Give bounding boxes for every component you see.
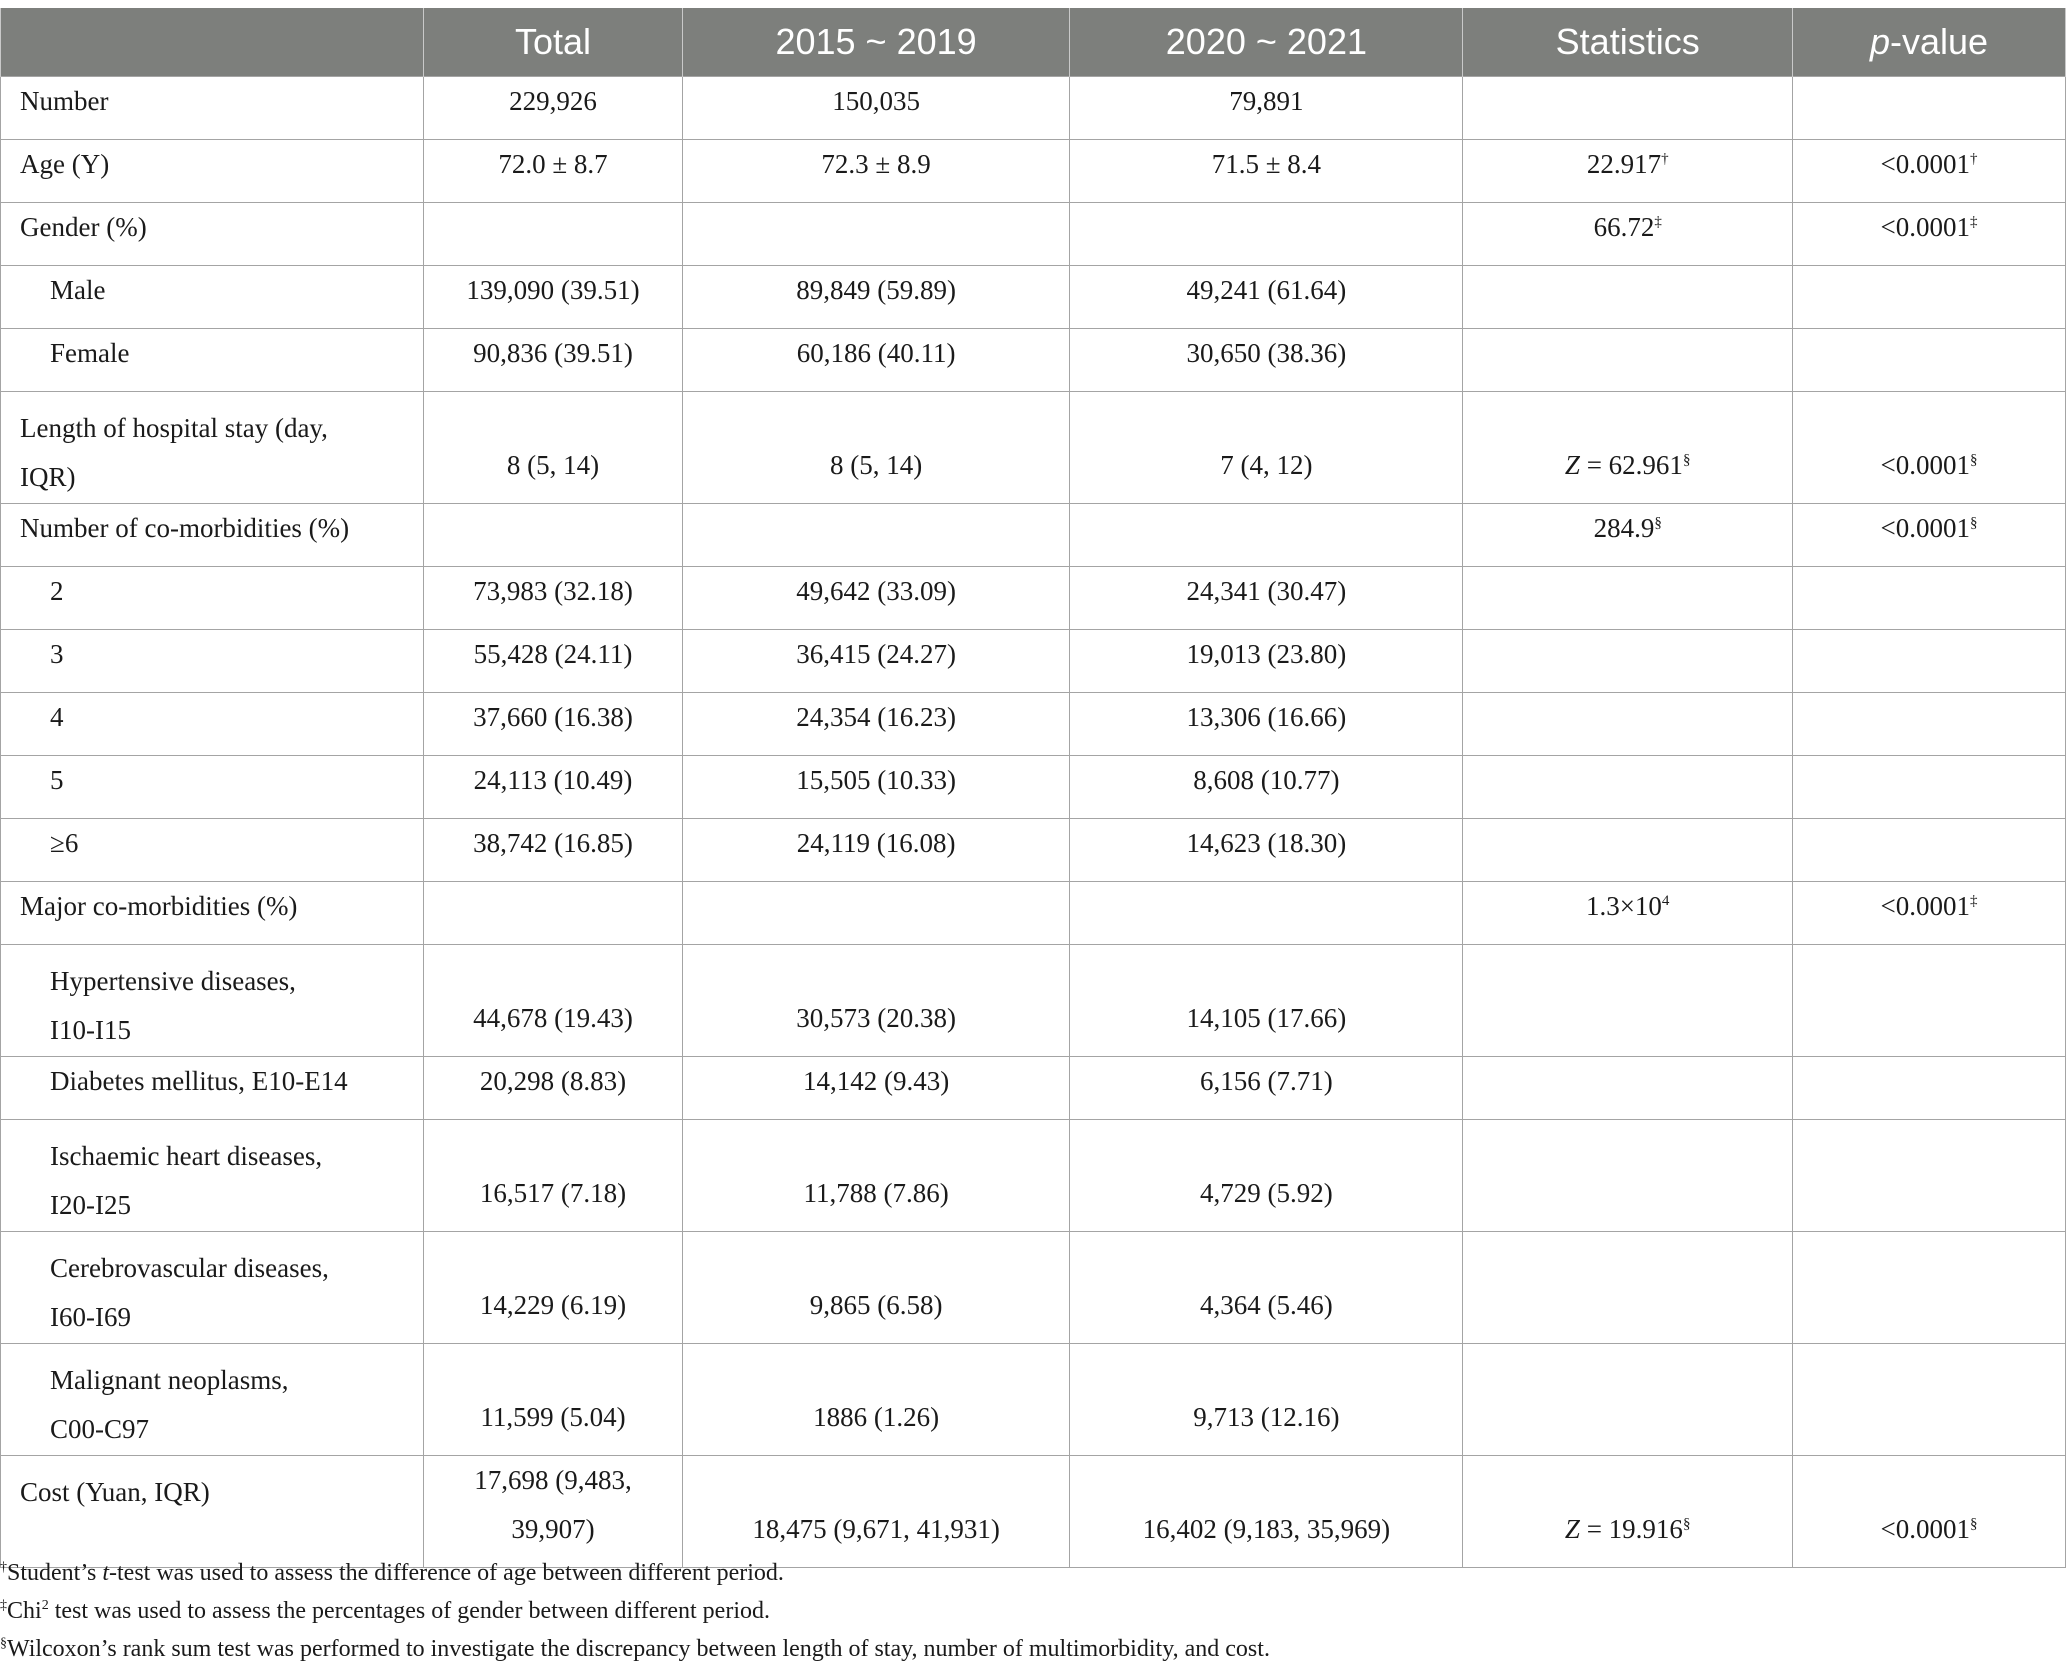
value-line: 39,907) — [511, 1514, 595, 1544]
footnote-2 — [0, 1592, 1270, 1630]
table-row — [1, 1232, 2066, 1344]
footnote-mark: § — [1654, 515, 1662, 531]
cell-2015-2019: 72.3 ± 8.9 — [682, 140, 1070, 203]
footnote-mark: † — [1661, 151, 1669, 167]
p-value: <0.0001 — [1880, 212, 1970, 242]
footnote-mark: ‡ — [1970, 893, 1978, 909]
cell-statistics — [1463, 1456, 1793, 1568]
label-line: IQR) — [20, 462, 76, 492]
table-row — [1, 1456, 2066, 1568]
table-row — [1, 392, 2066, 504]
cell-2015-2019 — [682, 504, 1070, 567]
cell-statistics — [1463, 567, 1793, 630]
cell-p-value — [1793, 266, 2066, 329]
cell-p-value — [1793, 392, 2066, 504]
cell-statistics — [1463, 630, 1793, 693]
cell-2015-2019: 36,415 (24.27) — [682, 630, 1070, 693]
cell-statistics — [1463, 392, 1793, 504]
cell-2020-2021 — [1070, 504, 1463, 567]
footnote-text: Wilcoxon’s rank sum test was performed to investigate the discrepancy between length of stay, number of multimorbidity, and cost. — [7, 1636, 1270, 1662]
row-label: 4 — [1, 693, 424, 756]
cell-total: 44,678 (19.43) — [424, 945, 682, 1057]
row-label: Gender (%) — [1, 203, 424, 266]
cell-2015-2019: 14,142 (9.43) — [682, 1057, 1070, 1120]
footnote-3 — [0, 1630, 1270, 1668]
cell-2015-2019: 8 (5, 14) — [682, 392, 1070, 504]
header-row — [1, 8, 2066, 77]
cell-2020-2021 — [1070, 203, 1463, 266]
table-row — [1, 266, 2066, 329]
cell-2015-2019: 150,035 — [682, 77, 1070, 140]
table-row — [1, 693, 2066, 756]
cell-2015-2019: 60,186 (40.11) — [682, 329, 1070, 392]
header-statistics: Statistics — [1463, 8, 1793, 77]
cell-total: 73,983 (32.18) — [424, 567, 682, 630]
cell-p-value — [1793, 630, 2066, 693]
cell-2020-2021: 16,402 (9,183, 35,969) — [1070, 1456, 1463, 1568]
cell-2020-2021: 19,013 (23.80) — [1070, 630, 1463, 693]
label-line: I20-I25 — [50, 1190, 131, 1220]
stat-value: 284.9 — [1593, 513, 1655, 543]
superscript: 2 — [41, 1598, 49, 1613]
table-row — [1, 819, 2066, 882]
row-label: Age (Y) — [1, 140, 424, 203]
cell-p-value — [1793, 756, 2066, 819]
label-line: Ischaemic heart diseases, — [50, 1141, 323, 1171]
row-label: Diabetes mellitus, E10-E14 — [1, 1057, 424, 1120]
p-value: <0.0001 — [1880, 450, 1970, 480]
cell-total — [424, 203, 682, 266]
footnote-text: -test was used to assess the difference of age between different period. — [109, 1560, 784, 1586]
stat-value: = 19.916 — [1579, 1514, 1683, 1544]
cell-2020-2021: 8,608 (10.77) — [1070, 756, 1463, 819]
row-label — [1, 1344, 424, 1456]
table-row — [1, 882, 2066, 945]
cell-statistics — [1463, 1232, 1793, 1344]
label-line: Hypertensive diseases, — [50, 966, 296, 996]
row-label: Number — [1, 77, 424, 140]
table-row — [1, 329, 2066, 392]
cell-2020-2021: 6,156 (7.71) — [1070, 1057, 1463, 1120]
cell-p-value — [1793, 329, 2066, 392]
cell-2020-2021: 4,364 (5.46) — [1070, 1232, 1463, 1344]
label-line: Cerebrovascular diseases, — [50, 1253, 329, 1283]
cell-total: 24,113 (10.49) — [424, 756, 682, 819]
cell-2015-2019 — [682, 882, 1070, 945]
footnote-mark: ‡ — [1654, 214, 1662, 230]
cell-2020-2021: 49,241 (61.64) — [1070, 266, 1463, 329]
cell-statistics — [1463, 693, 1793, 756]
cell-2020-2021: 13,306 (16.66) — [1070, 693, 1463, 756]
table-row — [1, 77, 2066, 140]
label-line: Malignant neoplasms, — [50, 1365, 289, 1395]
stat-value: 66.72 — [1593, 212, 1655, 242]
p-value: <0.0001 — [1880, 891, 1970, 921]
cell-2015-2019: 89,849 (59.89) — [682, 266, 1070, 329]
cell-total — [424, 504, 682, 567]
table-row — [1, 945, 2066, 1057]
cell-total: 37,660 (16.38) — [424, 693, 682, 756]
value-line: 17,698 (9,483, — [474, 1465, 632, 1495]
cell-p-value — [1793, 567, 2066, 630]
table-row — [1, 1344, 2066, 1456]
footnote-text: Chi — [7, 1598, 42, 1624]
t-italic: t — [102, 1560, 110, 1586]
cell-2020-2021: 14,623 (18.30) — [1070, 819, 1463, 882]
cell-2020-2021: 4,729 (5.92) — [1070, 1120, 1463, 1232]
row-label — [1, 945, 424, 1057]
footnote-text: Student’s — [7, 1560, 103, 1586]
z-symbol: Z — [1564, 450, 1580, 480]
cell-statistics — [1463, 1120, 1793, 1232]
cell-2020-2021: 7 (4, 12) — [1070, 392, 1463, 504]
row-label — [1, 392, 424, 504]
table-row — [1, 1120, 2066, 1232]
table-row — [1, 630, 2066, 693]
cell-statistics — [1463, 203, 1793, 266]
footnote-mark: § — [1970, 452, 1978, 468]
footnote-mark: † — [0, 1560, 7, 1575]
cell-total: 20,298 (8.83) — [424, 1057, 682, 1120]
row-label: ≥6 — [1, 819, 424, 882]
row-label — [1, 1232, 424, 1344]
stat-value: 22.917 — [1586, 149, 1662, 179]
cell-p-value — [1793, 882, 2066, 945]
header-period-2015-2019: 2015 ~ 2019 — [682, 8, 1070, 77]
cell-p-value — [1793, 693, 2066, 756]
cell-total: 72.0 ± 8.7 — [424, 140, 682, 203]
row-label: Cost (Yuan, IQR) — [1, 1456, 424, 1568]
cell-total: 139,090 (39.51) — [424, 266, 682, 329]
footnote-mark: § — [1970, 515, 1978, 531]
footnote-mark: § — [0, 1636, 7, 1651]
cell-2015-2019: 24,119 (16.08) — [682, 819, 1070, 882]
cell-total: 8 (5, 14) — [424, 392, 682, 504]
row-label: Major co-morbidities (%) — [1, 882, 424, 945]
cell-statistics — [1463, 504, 1793, 567]
row-label — [1, 1120, 424, 1232]
label-line: Length of hospital stay (day, — [20, 413, 328, 443]
footnotes — [0, 1554, 1270, 1668]
cell-total — [424, 1456, 682, 1568]
exponent: 4 — [1661, 893, 1670, 909]
cell-p-value — [1793, 1344, 2066, 1456]
cell-total: 55,428 (24.11) — [424, 630, 682, 693]
cell-p-value — [1793, 1456, 2066, 1568]
table-row — [1, 1057, 2066, 1120]
cell-2015-2019 — [682, 203, 1070, 266]
footnote-1 — [0, 1554, 1270, 1592]
header-p-value — [1793, 8, 2066, 77]
row-label: 5 — [1, 756, 424, 819]
row-label: Number of co-morbidities (%) — [1, 504, 424, 567]
cell-total: 16,517 (7.18) — [424, 1120, 682, 1232]
cell-2015-2019: 11,788 (7.86) — [682, 1120, 1070, 1232]
cell-2015-2019: 24,354 (16.23) — [682, 693, 1070, 756]
stat-value: = 62.961 — [1579, 450, 1683, 480]
cell-2020-2021: 79,891 — [1070, 77, 1463, 140]
cell-total — [424, 882, 682, 945]
table-row — [1, 756, 2066, 819]
p-value: <0.0001 — [1880, 149, 1970, 179]
cell-statistics — [1463, 882, 1793, 945]
footnote-mark: § — [1682, 1516, 1691, 1532]
cell-total: 38,742 (16.85) — [424, 819, 682, 882]
cell-total: 229,926 — [424, 77, 682, 140]
cell-total: 14,229 (6.19) — [424, 1232, 682, 1344]
stat-value: 1.3×10 — [1585, 891, 1662, 921]
cell-2015-2019: 1886 (1.26) — [682, 1344, 1070, 1456]
cell-p-value — [1793, 1057, 2066, 1120]
cell-2015-2019: 18,475 (9,671, 41,931) — [682, 1456, 1070, 1568]
header-period-2020-2021: 2020 ~ 2021 — [1070, 8, 1463, 77]
footnote-mark: § — [1682, 452, 1691, 468]
cell-p-value — [1793, 819, 2066, 882]
cell-2020-2021: 14,105 (17.66) — [1070, 945, 1463, 1057]
header-total: Total — [424, 8, 682, 77]
cell-p-value — [1793, 1120, 2066, 1232]
cell-total: 11,599 (5.04) — [424, 1344, 682, 1456]
footnote-text: test was used to assess the percentages of gender between different period. — [48, 1598, 770, 1624]
header-variable — [1, 8, 424, 77]
footnote-mark: † — [1970, 151, 1978, 167]
cell-2015-2019: 30,573 (20.38) — [682, 945, 1070, 1057]
cell-statistics — [1463, 1344, 1793, 1456]
table-row — [1, 504, 2066, 567]
label-line: C00-C97 — [50, 1414, 150, 1444]
p-value: <0.0001 — [1880, 1514, 1970, 1544]
cell-p-value — [1793, 945, 2066, 1057]
cell-2015-2019: 15,505 (10.33) — [682, 756, 1070, 819]
cell-p-value — [1793, 1232, 2066, 1344]
label-line: I60-I69 — [50, 1302, 131, 1332]
cell-p-value — [1793, 140, 2066, 203]
table-row — [1, 567, 2066, 630]
cell-p-value — [1793, 504, 2066, 567]
footnote-mark: ‡ — [0, 1598, 7, 1613]
table-row — [1, 203, 2066, 266]
cell-2020-2021: 9,713 (12.16) — [1070, 1344, 1463, 1456]
label-line: I10-I15 — [50, 1015, 131, 1045]
footnote-mark: ‡ — [1970, 214, 1978, 230]
cell-statistics — [1463, 77, 1793, 140]
cell-p-value — [1793, 203, 2066, 266]
p-value: <0.0001 — [1880, 513, 1970, 543]
cell-total: 90,836 (39.51) — [424, 329, 682, 392]
cell-2020-2021 — [1070, 882, 1463, 945]
row-label: 3 — [1, 630, 424, 693]
cell-2020-2021: 30,650 (38.36) — [1070, 329, 1463, 392]
p-italic: p — [1869, 21, 1890, 62]
row-label: Male — [1, 266, 424, 329]
cell-statistics — [1463, 1057, 1793, 1120]
table-row — [1, 140, 2066, 203]
cell-2015-2019: 9,865 (6.58) — [682, 1232, 1070, 1344]
cell-2020-2021: 71.5 ± 8.4 — [1070, 140, 1463, 203]
cell-statistics — [1463, 140, 1793, 203]
cell-2020-2021: 24,341 (30.47) — [1070, 567, 1463, 630]
p-value-suffix: -value — [1889, 21, 1989, 62]
row-label: Female — [1, 329, 424, 392]
cell-statistics — [1463, 329, 1793, 392]
cell-p-value — [1793, 77, 2066, 140]
row-label: 2 — [1, 567, 424, 630]
cell-statistics — [1463, 266, 1793, 329]
cell-2015-2019: 49,642 (33.09) — [682, 567, 1070, 630]
z-symbol: Z — [1564, 1514, 1580, 1544]
footnote-mark: § — [1970, 1516, 1978, 1532]
data-table — [0, 8, 2066, 1568]
cell-statistics — [1463, 945, 1793, 1057]
cell-statistics — [1463, 819, 1793, 882]
cell-statistics — [1463, 756, 1793, 819]
